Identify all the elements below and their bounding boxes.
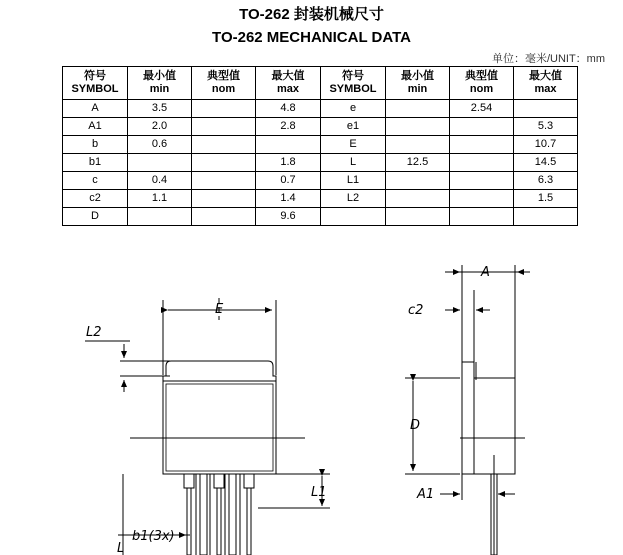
package-outline-drawing bbox=[0, 255, 623, 555]
table-cell: 2.0 bbox=[128, 118, 192, 136]
table-cell bbox=[192, 136, 256, 154]
label-c2: c2 bbox=[408, 303, 424, 318]
table-cell bbox=[192, 208, 256, 226]
label-L2: L2 bbox=[86, 325, 102, 340]
table-cell bbox=[128, 208, 192, 226]
table-cell: c bbox=[63, 172, 128, 190]
table-cell bbox=[386, 208, 450, 226]
table-cell: 2.8 bbox=[256, 118, 321, 136]
table-cell: 0.7 bbox=[256, 172, 321, 190]
side-view bbox=[460, 362, 525, 555]
table-cell bbox=[192, 190, 256, 208]
label-D: D bbox=[410, 418, 421, 433]
table-row bbox=[63, 208, 578, 226]
table-cell: 0.6 bbox=[128, 136, 192, 154]
column-header bbox=[256, 67, 321, 100]
table-cell bbox=[128, 154, 192, 172]
table-cell: 1.4 bbox=[256, 190, 321, 208]
table-cell bbox=[450, 172, 514, 190]
column-header-en: nom bbox=[211, 83, 236, 95]
column-header-cn: 符号 bbox=[84, 70, 106, 82]
column-header-en: SYMBOL bbox=[71, 83, 119, 95]
mechanical-data-table bbox=[62, 66, 578, 226]
front-view bbox=[130, 298, 305, 555]
column-header bbox=[63, 67, 128, 100]
label-L1: L1 bbox=[311, 485, 327, 500]
table-cell: c2 bbox=[63, 190, 128, 208]
table-row bbox=[63, 118, 578, 136]
column-header-en: nom bbox=[469, 83, 494, 95]
table-cell: E bbox=[321, 136, 386, 154]
table-body bbox=[63, 100, 578, 226]
column-header-cn: 最小值 bbox=[401, 70, 434, 82]
table-cell: 3.5 bbox=[128, 100, 192, 118]
table-cell: L1 bbox=[321, 172, 386, 190]
table-cell bbox=[450, 208, 514, 226]
table-cell: 10.7 bbox=[514, 136, 578, 154]
label-b1: b1(3x) bbox=[132, 529, 175, 544]
column-header-en: min bbox=[407, 83, 428, 95]
column-header-en: min bbox=[149, 83, 170, 95]
column-header bbox=[450, 67, 514, 100]
table-cell bbox=[256, 136, 321, 154]
column-header-cn: 最大值 bbox=[529, 70, 562, 82]
table-cell: 2.54 bbox=[450, 100, 514, 118]
table-cell bbox=[450, 136, 514, 154]
table-row bbox=[63, 136, 578, 154]
page-title-cn: TO-262 封装机械尺寸 bbox=[239, 6, 384, 23]
page-title-en: TO-262 MECHANICAL DATA bbox=[212, 29, 411, 46]
table-cell: 1.5 bbox=[514, 190, 578, 208]
table-cell bbox=[450, 154, 514, 172]
column-header bbox=[192, 67, 256, 100]
table-cell: 14.5 bbox=[514, 154, 578, 172]
table-cell: e bbox=[321, 100, 386, 118]
label-A: A bbox=[481, 265, 490, 280]
table-cell bbox=[321, 208, 386, 226]
column-header bbox=[321, 67, 386, 100]
column-header-cn: 最小值 bbox=[143, 70, 176, 82]
table-cell: L2 bbox=[321, 190, 386, 208]
column-header-en: max bbox=[276, 83, 300, 95]
table-cell bbox=[192, 118, 256, 136]
column-header-en: SYMBOL bbox=[329, 83, 377, 95]
table-cell bbox=[192, 154, 256, 172]
table-row bbox=[63, 172, 578, 190]
table-cell: 6.3 bbox=[514, 172, 578, 190]
table-cell: L bbox=[321, 154, 386, 172]
unit-note: 单位：毫米/UNIT：mm bbox=[491, 53, 605, 65]
label-E: E bbox=[215, 302, 224, 317]
table-row bbox=[63, 154, 578, 172]
table-cell: 9.6 bbox=[256, 208, 321, 226]
column-header-cn: 符号 bbox=[342, 70, 364, 82]
column-header bbox=[128, 67, 192, 100]
table-header-row bbox=[63, 67, 578, 100]
table-cell: D bbox=[63, 208, 128, 226]
table-cell: 4.8 bbox=[256, 100, 321, 118]
table-cell: 1.8 bbox=[256, 154, 321, 172]
table-cell bbox=[192, 100, 256, 118]
table-row bbox=[63, 190, 578, 208]
table-cell: 12.5 bbox=[386, 154, 450, 172]
label-L: L bbox=[117, 541, 125, 555]
table-cell bbox=[386, 190, 450, 208]
table-row bbox=[63, 100, 578, 118]
table-cell: e1 bbox=[321, 118, 386, 136]
table-cell: 0.4 bbox=[128, 172, 192, 190]
column-header bbox=[386, 67, 450, 100]
table-cell bbox=[386, 172, 450, 190]
table-cell: 1.1 bbox=[128, 190, 192, 208]
table-cell bbox=[386, 118, 450, 136]
column-header-cn: 最大值 bbox=[271, 70, 305, 82]
table-cell bbox=[450, 190, 514, 208]
table-cell bbox=[192, 172, 256, 190]
table-cell: A1 bbox=[63, 118, 128, 136]
column-header-cn: 典型值 bbox=[207, 70, 240, 82]
table-cell bbox=[386, 136, 450, 154]
table-cell: A bbox=[63, 100, 128, 118]
column-header-cn: 典型值 bbox=[465, 70, 498, 82]
column-header bbox=[514, 67, 578, 100]
column-header-en: max bbox=[534, 83, 557, 95]
label-A1: A1 bbox=[417, 487, 435, 502]
table-cell: 5.3 bbox=[514, 118, 578, 136]
table-cell: b bbox=[63, 136, 128, 154]
table-cell bbox=[450, 118, 514, 136]
table-cell bbox=[514, 208, 578, 226]
table-cell bbox=[386, 100, 450, 118]
table-cell: b1 bbox=[63, 154, 128, 172]
table-cell bbox=[514, 100, 578, 118]
